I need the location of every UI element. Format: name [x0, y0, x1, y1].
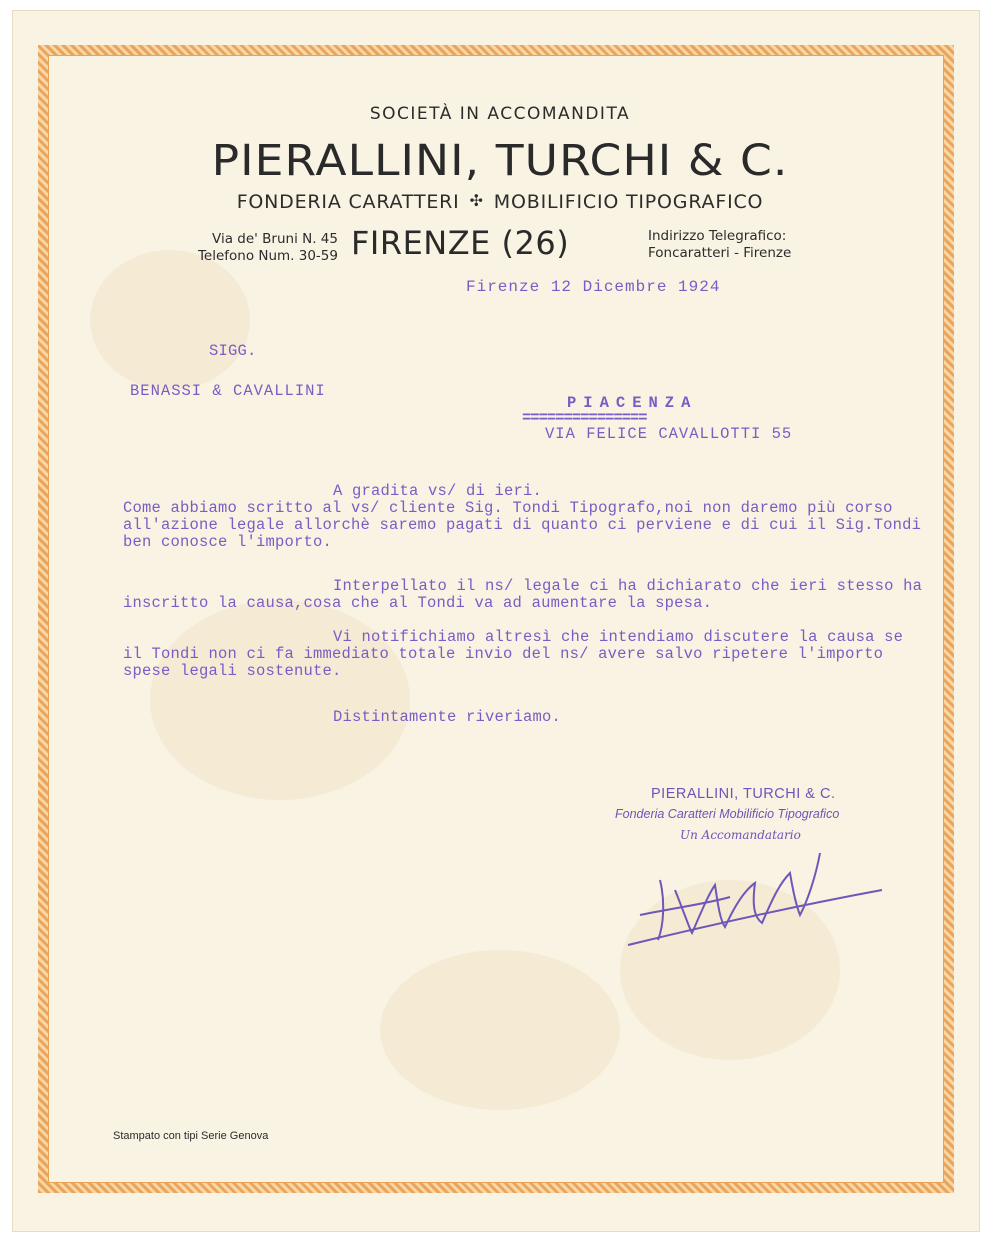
letter-date: Firenze 12 Dicembre 1924: [466, 278, 721, 296]
stamp-subtitle: Fonderia Caratteri Mobilificio Tipografico: [615, 807, 840, 821]
letter-paragraph-3: [123, 629, 923, 680]
business-line: [0, 191, 1000, 213]
recipient-city-underline: ===============: [522, 409, 647, 427]
separator-ornament-icon: ✣: [469, 191, 484, 210]
letterhead-city: FIRENZE (26): [351, 224, 570, 262]
letter-paragraph-2: [123, 578, 923, 612]
stamp-role: Un Accomandatario: [680, 828, 801, 842]
signature-icon: [620, 845, 890, 955]
society-type: SOCIETÀ IN ACCOMANDITA: [369, 104, 631, 124]
recipient-city: PIACENZA: [567, 394, 698, 412]
recipient-name: BENASSI & CAVALLINI: [130, 382, 326, 400]
letter-paragraph-3-text: Vi notifichiamo altresì che intendiamo discutere la causa se il Tondi non ci fa immediato totale invio del ns/ avere salvo ripetere l'importo spese legali sostenute.: [123, 628, 904, 680]
company-name: PIERALLINI, TURCHI & C.: [211, 136, 789, 186]
address-phone: Telefono Num. 30-59: [197, 248, 338, 264]
letter-intro: A gradita vs/ di ieri.: [333, 482, 543, 500]
address-block: [168, 231, 338, 265]
letter-paragraph-1: Come abbiamo scritto al vs/ cliente Sig. Tondi Tipografo,noi non daremo più corso all'azione legale allorchè saremo pagati di quanto ci perviene e di cui il Sig.Tondi ben conosce l'importo.: [123, 499, 922, 551]
business-right: MOBILIFICIO TIPOGRAFICO: [493, 191, 764, 213]
salutation: SIGG.: [209, 342, 257, 360]
handwritten-signature: [620, 845, 890, 960]
business-left: FONDERIA CARATTERI: [236, 191, 460, 213]
telegraph-block: [648, 228, 791, 262]
letter-closing: Distintamente riveriamo.: [333, 708, 562, 726]
stamp-company-name: PIERALLINI, TURCHI & C.: [651, 786, 836, 802]
telegraph-address: Foncaratteri - Firenze: [648, 245, 792, 261]
letter-paragraph-2-text: Interpellato il ns/ legale ci ha dichiarato che ieri stesso ha inscritto la causa,cosa che al Tondi va ad aumentare la spesa.: [123, 577, 923, 612]
recipient-street: VIA FELICE CAVALLOTTI 55: [545, 425, 793, 443]
printer-credit: Stampato con tipi Serie Genova: [113, 1130, 269, 1142]
address-street: Via de' Bruni N. 45: [212, 231, 338, 247]
telegraph-label: Indirizzo Telegrafico:: [648, 228, 787, 244]
